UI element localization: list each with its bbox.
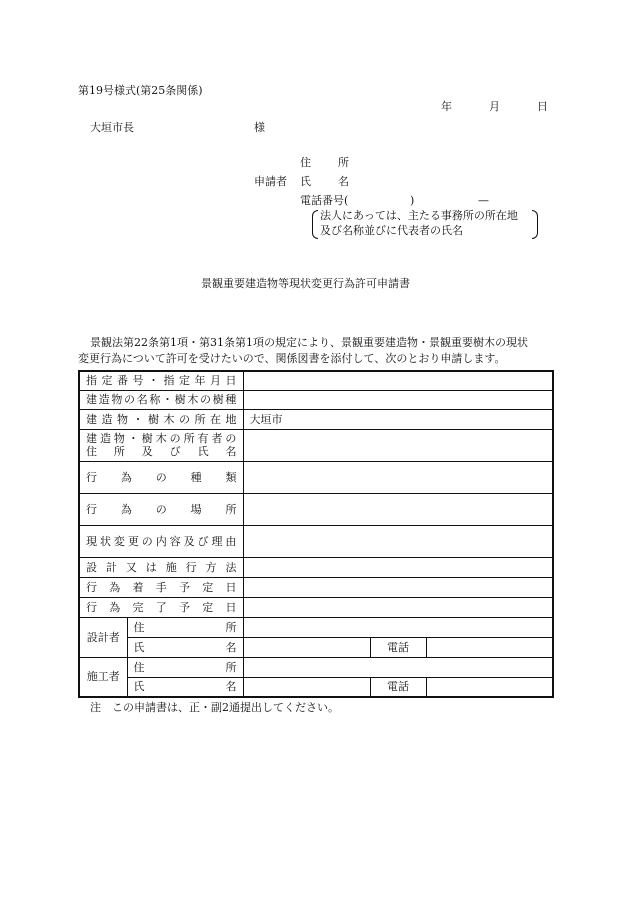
footnote: 注 この申請書は、正・副2通提出してください。 <box>90 701 339 714</box>
row-label-owner: 建 造 物 ・ 樹 木 の 所 有 者 の 住 所 及 び 氏 名 <box>79 429 243 461</box>
row-label-location: 建 造 物 ・ 樹 木 の 所 在 地 <box>79 409 243 429</box>
contractor-name-label: 氏 名 <box>127 677 243 697</box>
table-row <box>79 657 553 677</box>
note-left-brace <box>312 210 318 239</box>
table-row <box>79 371 553 390</box>
table-row <box>79 525 553 557</box>
row-value-end-date[interactable] <box>243 597 553 617</box>
row-label-method: 設 計 又 は 施 行 方 法 <box>79 557 243 577</box>
addressee-honorific: 様 <box>254 121 265 134</box>
form-number: 第19号様式(第25条関係) <box>78 84 203 97</box>
addressee-name: 大垣市長 <box>90 121 134 134</box>
applicant-phone-close: ) <box>410 194 415 207</box>
designer-name-label: 氏 名 <box>127 637 243 657</box>
applicant-note-line2: 及び名称並びに代表者の氏名 <box>320 224 463 237</box>
date-year-label: 年 <box>441 100 452 113</box>
table-row <box>79 577 553 597</box>
table-row <box>79 493 553 525</box>
designer-address-value[interactable] <box>243 617 553 637</box>
designer-group-label: 設計者 <box>79 617 127 657</box>
row-value-owner[interactable] <box>243 429 553 461</box>
row-label-act-place: 行 為 の 場 所 <box>79 493 243 525</box>
contractor-address-label: 住 所 <box>127 657 243 677</box>
table-row <box>79 677 553 697</box>
row-label-building-name: 建 造 物 の 名 称 ・ 樹 木 の 樹 種 <box>79 390 243 409</box>
contractor-phone-label: 電話 <box>370 677 426 697</box>
row-value-act-place[interactable] <box>243 493 553 525</box>
row-value-designation[interactable] <box>243 371 553 390</box>
document-title: 景観重要建造物等現状変更行為許可申請書 <box>201 277 410 290</box>
designer-address-label: 住 所 <box>127 617 243 637</box>
application-table <box>78 370 554 698</box>
table-row <box>79 409 553 429</box>
applicant-phone-dash: — <box>478 194 489 207</box>
row-value-change-content[interactable] <box>243 525 553 557</box>
contractor-group-label: 施工者 <box>79 657 127 697</box>
intro-line1: 景観法第22条第1項・第31条第1項の規定により、景観重要建造物・景観重要樹木の現状 <box>90 336 528 349</box>
contractor-address-value[interactable] <box>243 657 553 677</box>
table-row <box>79 597 553 617</box>
designer-phone-value[interactable] <box>426 637 553 657</box>
table-row <box>79 637 553 657</box>
note-right-brace <box>532 210 538 239</box>
table-row <box>79 390 553 409</box>
row-label-designation: 指 定 番 号 ・ 指 定 年 月 日 <box>79 371 243 390</box>
date-month-label: 月 <box>489 100 500 113</box>
row-value-building-name[interactable] <box>243 390 553 409</box>
row-value-act-type[interactable] <box>243 461 553 493</box>
applicant-label: 申請者 <box>254 175 287 188</box>
row-label-start-date: 行 為 着 手 予 定 日 <box>79 577 243 597</box>
table-row <box>79 617 553 637</box>
row-label-act-type: 行 為 の 種 類 <box>79 461 243 493</box>
row-label-change-content: 現 状 変 更 の 内 容 及 び 理 由 <box>79 525 243 557</box>
date-day-label: 日 <box>537 100 548 113</box>
applicant-note-line1: 法人にあっては、主たる事務所の所在地 <box>320 209 518 222</box>
intro-line2: 変更行為について許可を受けたいので、関係図書を添付して、次のとおり申請します。 <box>78 352 506 365</box>
applicant-address-label: 住 所 <box>300 156 349 169</box>
contractor-name-value[interactable] <box>243 677 370 697</box>
designer-phone-label: 電話 <box>370 637 426 657</box>
contractor-phone-value[interactable] <box>426 677 553 697</box>
table-row <box>79 557 553 577</box>
table-row <box>79 429 553 461</box>
table-row <box>79 461 553 493</box>
row-value-method[interactable] <box>243 557 553 577</box>
row-value-location[interactable]: 大垣市 <box>243 409 553 429</box>
applicant-name-label: 氏 名 <box>300 175 349 188</box>
applicant-phone-label: 電話番号( <box>300 194 349 207</box>
designer-name-value[interactable] <box>243 637 370 657</box>
row-label-end-date: 行 為 完 了 予 定 日 <box>79 597 243 617</box>
row-value-start-date[interactable] <box>243 577 553 597</box>
